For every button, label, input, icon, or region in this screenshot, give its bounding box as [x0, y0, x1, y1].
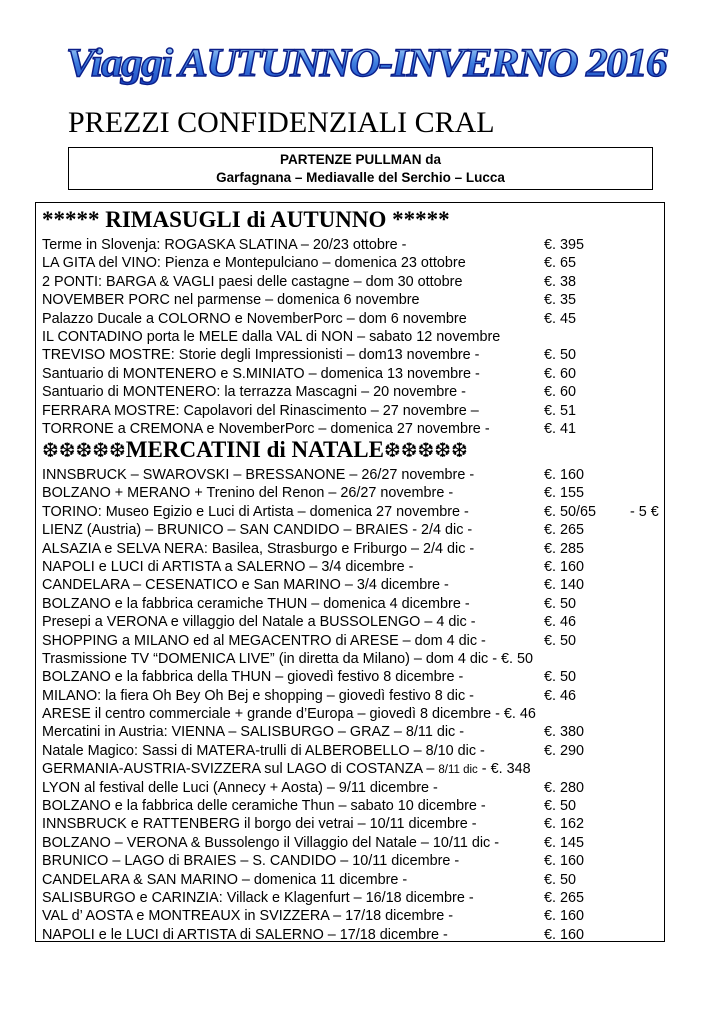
offer-description: BOLZANO e la fabbrica della THUN – giovedì festivo 8 dicembre -: [42, 669, 464, 686]
offer-row: [42, 236, 662, 254]
offer-description: CANDELARA – CESENATICO e San MARINO – 3/4 dicembre -: [42, 577, 449, 594]
offer-price: €. 50: [544, 632, 577, 649]
offer-price: €. 285: [544, 540, 585, 557]
offer-price: €. 50: [544, 798, 577, 815]
offer-row: [42, 310, 662, 328]
offer-row: [42, 687, 662, 705]
offer-description: NOVEMBER PORC nel parmense – domenica 6 novembre: [42, 292, 420, 309]
offer-row: [42, 668, 662, 686]
offer-price: €. 160: [544, 908, 585, 925]
offer-row: [42, 871, 662, 889]
offer-price: €. 380: [544, 724, 585, 741]
offer-row: [42, 889, 662, 907]
offer-row: [42, 852, 662, 870]
offer-description: LIENZ (Austria) – BRUNICO – SAN CANDIDO – BRAIES - 2/4 dic -: [42, 522, 473, 539]
offer-row: [42, 383, 662, 401]
offer-description: BOLZANO – VERONA & Bussolengo il Villaggio del Natale – 10/11 dic -: [42, 834, 500, 851]
offer-row: [42, 632, 662, 650]
offer-price: €. 50: [544, 669, 577, 686]
offer-price: €. 162: [544, 816, 585, 833]
offer-row: [42, 402, 662, 420]
offer-price: €. 265: [544, 889, 585, 906]
offer-description: TORRONE a CREMONA e NovemberPorc – domenica 27 novembre -: [42, 420, 490, 437]
offer-description-price: - €. 348: [477, 761, 531, 778]
offer-price: €. 50: [544, 871, 577, 888]
offer-price: €. 265: [544, 522, 585, 539]
offer-description: INNSBRUCK – SWAROVSKI – BRESSANONE – 26/27 novembre -: [42, 467, 475, 483]
offer-discount: - 5 €: [630, 503, 659, 520]
offer-description: INNSBRUCK e RATTENBERG il borgo dei vetrai – 10/11 dicembre -: [42, 816, 477, 833]
offer-description: FERRARA MOSTRE: Capolavori del Rinascimento – 27 novembre –: [42, 402, 479, 419]
offer-description: Terme in Slovenja: ROGASKA SLATINA – 20/23 ottobre -: [42, 237, 407, 253]
departure-line-1: PARTENZE PULLMAN da: [280, 152, 441, 167]
offer-description: Santuario di MONTENERO e S.MINIATO – domenica 13 novembre -: [42, 365, 480, 382]
offer-description-dates: 8/11 dic: [438, 764, 478, 777]
offer-description: LA GITA del VINO: Pienza e Montepulciano – domenica 23 ottobre: [42, 255, 466, 272]
offer-price: €. 35: [544, 292, 577, 309]
offer-row: [42, 273, 662, 291]
offer-description: BOLZANO + MERANO + Trenino del Renon – 26/27 novembre -: [42, 485, 454, 502]
offer-description: Presepi a VERONA e villaggio del Natale a BUSSOLENGO – 4 dic -: [42, 614, 476, 631]
offer-row: [42, 815, 662, 833]
section-heading-natale: [42, 437, 468, 464]
offer-price: €. 65: [544, 255, 577, 272]
offers-list-natale: [42, 466, 662, 944]
offer-price: €. 38: [544, 273, 577, 290]
offer-description: Natale Magico: Sassi di MATERA-trulli di ALBEROBELLO – 8/10 dic -: [42, 742, 485, 759]
offer-row: [42, 613, 662, 631]
offer-row: [42, 705, 662, 723]
offer-price: €. 51: [544, 402, 577, 419]
offer-price: €. 50/65: [544, 503, 597, 520]
offer-price: €. 160: [544, 467, 585, 483]
offer-row: [42, 650, 662, 668]
offer-row: [42, 365, 662, 383]
offer-description: BRUNICO – LAGO di BRAIES – S. CANDIDO – 10/11 dicembre -: [42, 853, 460, 870]
offer-price: €. 280: [544, 779, 585, 796]
offer-row: [42, 466, 662, 484]
offers-list-autunno: [42, 236, 662, 438]
offer-description-main: GERMANIA-AUSTRIA-SVIZZERA sul LAGO di COSTANZA –: [42, 761, 439, 778]
offer-description: BOLZANO e la fabbrica ceramiche THUN – domenica 4 dicembre -: [42, 595, 470, 612]
offer-price: €. 50: [544, 347, 577, 364]
offer-row: [42, 503, 662, 521]
offer-description: MILANO: la fiera Oh Bey Oh Bej e shopping – giovedì festivo 8 dic -: [42, 687, 474, 704]
offer-row: [42, 797, 662, 815]
offer-price: €. 140: [544, 577, 585, 594]
offer-description: TREVISO MOSTRE: Storie degli Impressionisti – dom13 novembre -: [42, 347, 480, 364]
section-heading-autunno: ***** RIMASUGLI di AUTUNNO *****: [42, 207, 450, 232]
offer-description: 2 PONTI: BARGA & VAGLI paesi delle castagne – dom 30 ottobre: [42, 273, 463, 290]
offer-description: LYON al festival delle Luci (Annecy + Aosta) – 9/11 dicembre -: [42, 779, 438, 796]
offer-price: €. 290: [544, 742, 585, 759]
offer-description: Palazzo Ducale a COLORNO e NovemberPorc – dom 6 novembre: [42, 310, 467, 327]
offer-price: €. 46: [544, 687, 577, 704]
offer-price: €. 160: [544, 853, 585, 870]
offer-row: [42, 254, 662, 272]
offer-description: SALISBURGO e CARINZIA: Villack e Klagenfurt – 16/18 dicembre -: [42, 889, 474, 906]
offer-description: BOLZANO e la fabbrica delle ceramiche Thun – sabato 10 dicembre -: [42, 798, 486, 815]
banner-title: [62, 14, 670, 98]
offer-description: ALSAZIA e SELVA NERA: Basilea, Strasburgo e Friburgo – 2/4 dic -: [42, 540, 475, 557]
section-heading-natale-text: MERCATINI di NATALE: [125, 437, 384, 462]
offer-row: [42, 742, 662, 760]
offer-description: Santuario di MONTENERO: la terrazza Mascagni – 20 novembre -: [42, 384, 466, 401]
offer-row: [42, 484, 662, 502]
offer-description: Trasmissione TV “DOMENICA LIVE” (in diretta da Milano) – dom 4 dic - €. 50: [42, 650, 534, 667]
snowflake-icons-right: ❆❆❆❆❆: [383, 440, 468, 462]
offer-row: [42, 558, 662, 576]
departure-box: [68, 147, 653, 190]
offer-price: €. 41: [544, 420, 577, 437]
offer-row: [42, 346, 662, 364]
offer-price: €. 45: [544, 310, 577, 327]
departure-line-2: Garfagnana – Mediavalle del Serchio – Lucca: [216, 170, 505, 185]
offer-description: VAL d’ AOSTA e MONTREAUX in SVIZZERA – 17/18 dicembre -: [42, 908, 454, 925]
snowflake-icons-left: ❆❆❆❆❆: [42, 440, 126, 462]
offer-description: SHOPPING a MILANO ed al MEGACENTRO di ARESE – dom 4 dic -: [42, 632, 486, 649]
offer-price: €. 145: [544, 834, 585, 851]
offer-price: €. 160: [544, 558, 585, 575]
offer-row: [42, 576, 662, 594]
offer-row: [42, 907, 662, 925]
offer-row: [42, 760, 662, 778]
offer-price: €. 60: [544, 384, 577, 401]
offer-row: [42, 420, 662, 438]
offer-row: [42, 328, 662, 346]
offer-price: €. 60: [544, 365, 577, 382]
offer-description: CANDELARA & SAN MARINO – domenica 11 dicembre -: [42, 871, 408, 888]
offer-description: NAPOLI e le LUCI di ARTISTA di SALERNO – 17/18 dicembre -: [42, 926, 448, 943]
offer-row: [42, 521, 662, 539]
offer-row: [42, 779, 662, 797]
offer-row: [42, 540, 662, 558]
offer-row: [42, 595, 662, 613]
offer-row: [42, 926, 662, 944]
offer-price: €. 160: [544, 926, 585, 943]
offer-description: ARESE il centro commerciale + grande d’Europa – giovedì 8 dicembre - €. 46: [42, 706, 536, 723]
offer-description: [42, 760, 531, 779]
offer-row: [42, 291, 662, 309]
offer-description: NAPOLI e LUCI di ARTISTA a SALERNO – 3/4 dicembre -: [42, 558, 414, 575]
page-subtitle: PREZZI CONFIDENZIALI CRAL: [68, 106, 495, 139]
offer-description: IL CONTADINO porta le MELE dalla VAL di NON – sabato 12 novembre: [42, 328, 501, 345]
banner-title-text: Viaggi AUTUNNO-INVERNO 2016: [66, 40, 668, 85]
offer-row: [42, 723, 662, 741]
offer-price: €. 46: [544, 614, 577, 631]
offer-description: Mercatini in Austria: VIENNA – SALISBURGO – GRAZ – 8/11 dic -: [42, 724, 465, 741]
offer-description: TORINO: Museo Egizio e Luci di Artista – domenica 27 novembre -: [42, 503, 469, 520]
offer-price: €. 50: [544, 595, 577, 612]
offer-price: €. 395: [544, 237, 585, 253]
offer-row: [42, 834, 662, 852]
offer-price: €. 155: [544, 485, 585, 502]
